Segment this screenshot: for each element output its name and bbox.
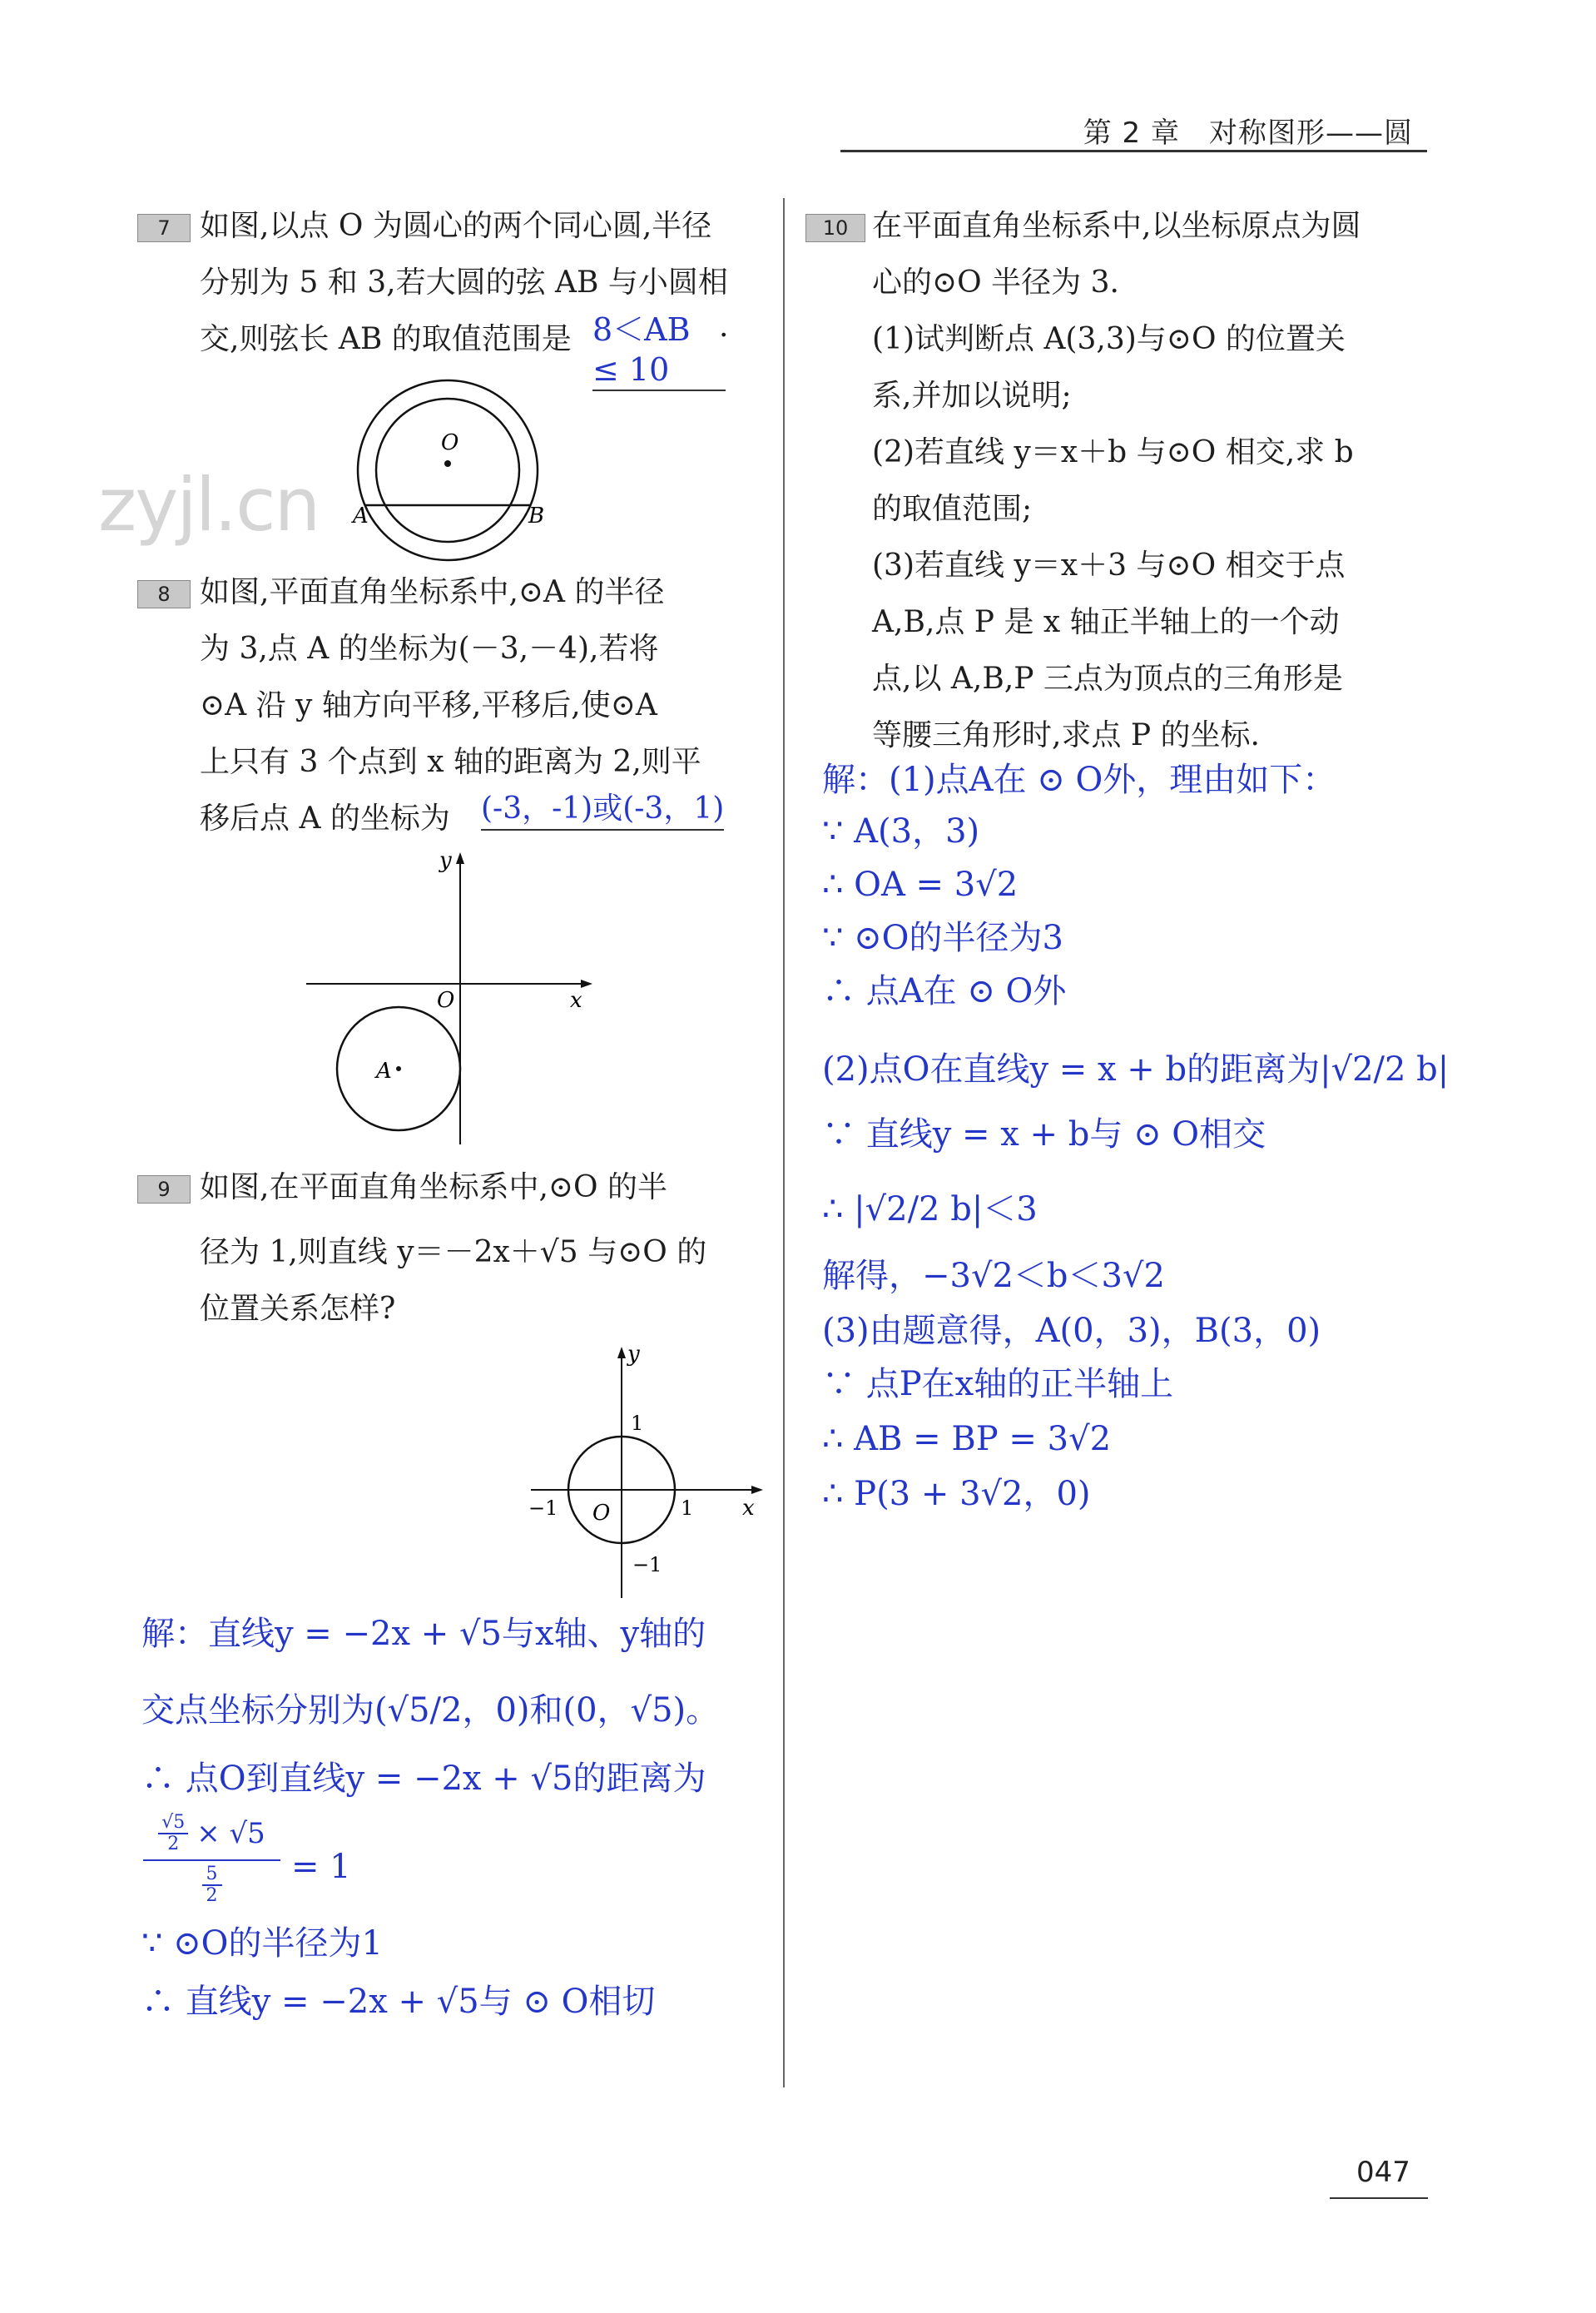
- q8-answer: (-3，-1)或(-3，1): [481, 789, 724, 831]
- q7-label-a: A: [353, 504, 369, 529]
- q9-fraction-bottom-num: 5: [206, 1864, 218, 1884]
- q10-line-5: (2)若直线 y＝x＋b 与⊙O 相交,求 b: [872, 435, 1354, 469]
- q7-concentric-circles-figure: [341, 375, 549, 566]
- q7-line-2: 分别为 5 和 3,若大圆的弦 AB 与小圆相: [200, 266, 728, 300]
- q7-line-3: 交,则弦长 AB 的取值范围是: [200, 322, 572, 356]
- q9-label-x: x: [742, 1496, 755, 1521]
- q9-tick-1y: 1: [631, 1412, 644, 1435]
- q10-solution-line-2: ∵ A(3，3): [822, 812, 980, 851]
- question-number-10: 10: [805, 214, 865, 242]
- question-number-8: 8: [137, 580, 191, 608]
- page-number-rule: [1330, 2197, 1428, 2199]
- q9-fraction-top-den: 2: [158, 1833, 188, 1854]
- q7-large-circle: [358, 380, 538, 560]
- q9-solution-line-6: ∴ 直线y = −2x + √5与 ⊙ O相切: [141, 1983, 656, 2021]
- q8-line-3: ⊙A 沿 y 轴方向平移,平移后,使⊙A: [200, 688, 657, 722]
- q8-label-a: A: [376, 1059, 392, 1084]
- q10-solution-line-11: ∵ 点P在x轴的正半轴上: [822, 1365, 1174, 1403]
- q8-coordinate-figure: [300, 849, 599, 1149]
- q10-solution-line-7: ∵ 直线y = x + b与 ⊙ O相交: [822, 1115, 1266, 1154]
- q10-line-10: 等腰三角形时,求点 P 的坐标.: [872, 718, 1260, 752]
- page-number: 047: [1356, 2156, 1410, 2189]
- q8-line-2: 为 3,点 A 的坐标为(－3,－4),若将: [200, 632, 659, 666]
- q7-line-1: 如图,以点 O 为圆心的两个同心圆,半径: [200, 209, 712, 243]
- q7-small-circle: [376, 399, 519, 542]
- q9-solution-line-3: ∴ 点O到直线y = −2x + √5的距离为: [141, 1760, 706, 1798]
- column-divider: [783, 198, 785, 2087]
- q10-solution-line-9: 解得，−3√2＜b＜3√2: [822, 1257, 1165, 1295]
- q9-solution-line-4: = 1: [291, 1848, 351, 1886]
- q8-label-o: O: [437, 988, 455, 1013]
- q9-fraction-times: × √5: [196, 1817, 265, 1850]
- q9-fraction: [143, 1813, 280, 1906]
- q8-line-5: 移后点 A 的坐标为: [200, 802, 450, 836]
- q9-coordinate-figure: [524, 1340, 774, 1606]
- q10-solution-line-8: ∴ |√2/2 b|＜3: [822, 1190, 1038, 1228]
- q10-line-9: 点,以 A,B,P 三点为顶点的三角形是: [872, 662, 1343, 696]
- q9-solution-line-1: 解：直线y = −2x + √5与x轴、y轴的: [141, 1615, 706, 1653]
- q9-tick-1x: 1: [681, 1497, 694, 1520]
- q10-solution-line-13: ∴ P(3 + 3√2，0): [822, 1475, 1091, 1513]
- q9-line-2: 径为 1,则直线 y＝－2x＋√5 与⊙O 的: [200, 1235, 707, 1269]
- q10-solution-line-6: (2)点O在直线y = x + b的距离为|√2/2 b|: [822, 1050, 1450, 1089]
- q9-line-3: 位置关系怎样?: [200, 1292, 396, 1326]
- q9-label-o: O: [592, 1501, 611, 1526]
- q8-label-y: y: [439, 849, 452, 873]
- q10-solution-line-5: ∴ 点A在 ⊙ O外: [822, 972, 1067, 1010]
- q7-answer: 8＜AB ≤ 10: [592, 310, 726, 391]
- q7-center-dot: [444, 460, 451, 467]
- q9-line-1: 如图,在平面直角坐标系中,⊙O 的半: [200, 1170, 668, 1204]
- q10-solution-line-10: (3)由题意得，A(0，3)，B(3，0): [822, 1312, 1321, 1350]
- q8-line-1: 如图,平面直角坐标系中,⊙A 的半径: [200, 575, 665, 609]
- watermark: zyjl.cn: [98, 462, 320, 548]
- q9-solution-line-2: 交点坐标分别为(√5/2，0)和(0，√5)。: [141, 1691, 720, 1730]
- q8-label-x: x: [570, 988, 582, 1013]
- q10-line-2: 心的⊙O 半径为 3.: [872, 266, 1119, 300]
- question-number-9: 9: [137, 1175, 191, 1204]
- q7-label-b: B: [528, 504, 545, 529]
- q10-line-8: A,B,点 P 是 x 轴正半轴上的一个动: [872, 605, 1340, 639]
- header-rule: [840, 150, 1427, 152]
- q9-fraction-bottom-den: 2: [202, 1884, 222, 1906]
- q10-solution-line-1: 解：(1)点A在 ⊙ O外，理由如下：: [822, 761, 1336, 799]
- q10-line-1: 在平面直角坐标系中,以坐标原点为圆: [872, 209, 1361, 243]
- question-number-7: 7: [137, 214, 191, 242]
- chapter-header: 第 2 章 对称图形——圆: [1083, 117, 1413, 150]
- q10-solution-line-12: ∴ AB = BP = 3√2: [822, 1420, 1112, 1458]
- q9-tick-neg1y: −1: [632, 1553, 662, 1576]
- q7-label-o: O: [441, 430, 459, 455]
- q9-tick-neg1x: −1: [528, 1497, 558, 1520]
- q10-line-4: 系,并加以说明;: [872, 379, 1072, 413]
- q9-solution-line-5: ∵ ⊙O的半径为1: [141, 1924, 383, 1963]
- q8-line-4: 上只有 3 个点到 x 轴的距离为 2,则平: [200, 745, 701, 779]
- q10-solution-line-4: ∵ ⊙O的半径为3: [822, 919, 1063, 957]
- q9-label-y: y: [627, 1342, 640, 1367]
- q10-line-6: 的取值范围;: [872, 492, 1033, 526]
- q10-line-3: (1)试判断点 A(3,3)与⊙O 的位置关: [872, 322, 1346, 356]
- q9-fraction-top-num: √5: [161, 1812, 186, 1833]
- q10-solution-line-3: ∴ OA = 3√2: [822, 866, 1019, 904]
- q10-line-7: (3)若直线 y＝x＋3 与⊙O 相交于点: [872, 548, 1346, 583]
